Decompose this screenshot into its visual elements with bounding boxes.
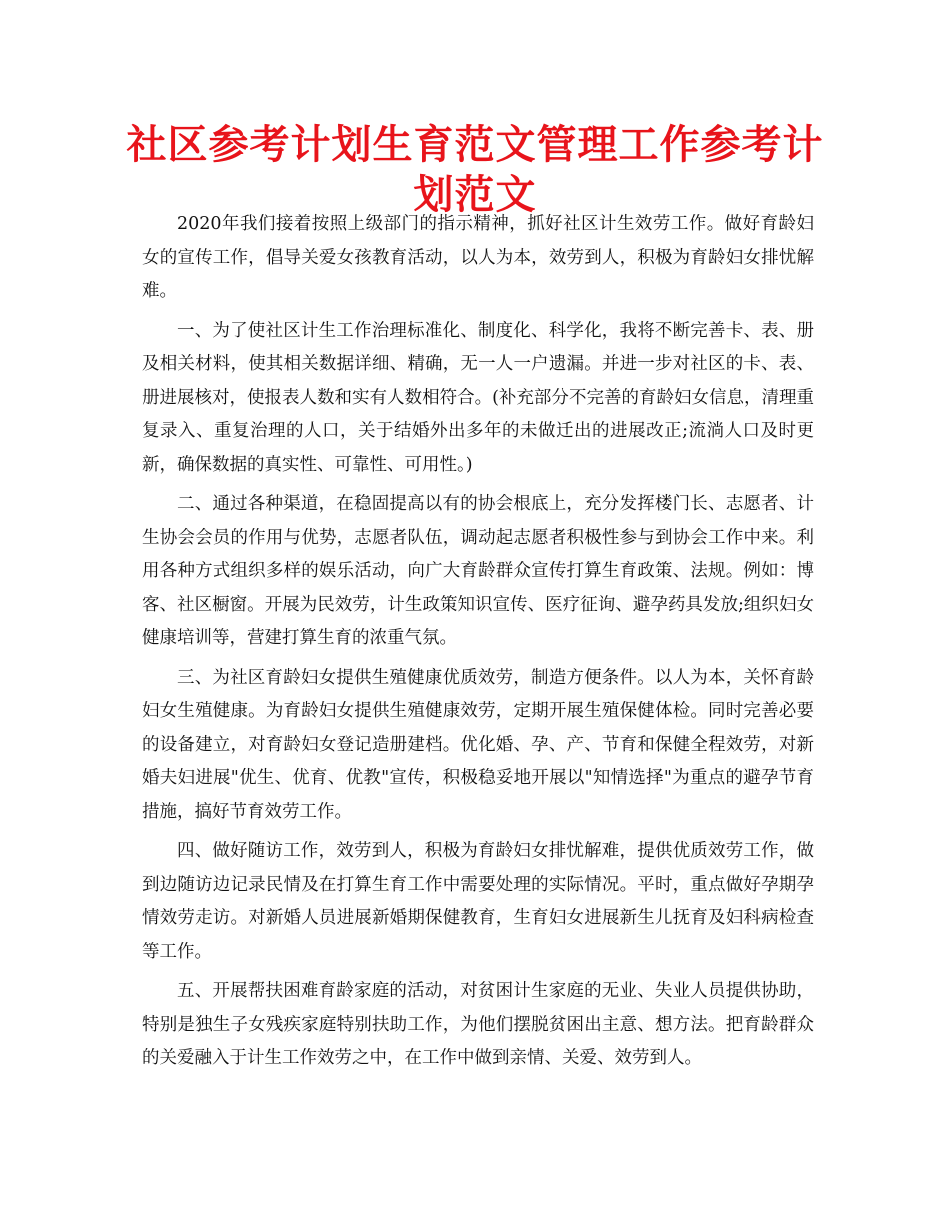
paragraph-item-4: 四、做好随访工作，效劳到人，积极为育龄妇女排忧解难，提供优质效劳工作，做到边随访边记录民情及在打算生育工作中需要处理的实际情况。平时，重点做好孕期孕情效劳走访。对新婚人员进展新婚期保健教育，生育妇女进展新生儿抚育及妇科病检查等工作。 xyxy=(142,841,814,962)
paragraph-item-2: 二、通过各种渠道，在稳固提高以有的协会根底上，充分发挥楼门长、志愿者、计生协会会员的作用与优势，志愿者队伍，调动起志愿者积极性参与到协会工作中来。利用各种方式组织多样的娱乐活动，向广大育龄群众宣传打算生育政策、法规。例如：博客、社区橱窗。开展为民效劳，计生政策知识宣传、医疗征询、避孕药具发放;组织妇女健康培训等，营建打算生育的浓重气氛。 xyxy=(142,494,814,648)
document-title: 社区参考计划生育范文管理工作参考计划范文 xyxy=(126,122,824,218)
paragraph-item-3: 三、为社区育龄妇女提供生殖健康优质效劳，制造方便条件。以人为本，关怀育龄妇女生殖健康。为育龄妇女提供生殖健康效劳，定期开展生殖保健体检。同时完善必要的设备建立，对育龄妇女登记造册建档。优化婚、孕、产、节育和保健全程效劳，对新婚夫妇进展"优生、优育、优教"宣传，积极稳妥地开展以"知情选择"为重点的避孕节育措施，搞好节育效劳工作。 xyxy=(142,667,814,822)
paragraph-intro: 2020年我们接着按照上级部门的指示精神，抓好社区计生效劳工作。做好育龄妇女的宣传工作，倡导关爱女孩教育活动，以人为本，效劳到人，积极为育龄妇女排忧解难。 xyxy=(142,214,814,301)
paragraph-item-5: 五、开展帮扶困难育龄家庭的活动，对贫困计生家庭的无业、失业人员提供协助，特别是独生子女残疾家庭特别扶助工作，为他们摆脱贫困出主意、想方法。把育龄群众的关爱融入于计生工作效劳之中，在工作中做到亲情、关爱、效劳到人。 xyxy=(142,981,814,1068)
paragraph-item-1: 一、为了使社区计生工作治理标准化、制度化、科学化，我将不断完善卡、表、册及相关材料，使其相关数据详细、精确，无一人一户遗漏。并进一步对社区的卡、表、册进展核对，使报表人数和实有人数相符合。(补充部分不完善的育龄妇女信息，清理重复录入、重复治理的人口，关于结婚外出多年的未做迁出的进展改正;流淌人口及时更新，确保数据的真实性、可靠性、可用性。) xyxy=(142,320,814,475)
document-body xyxy=(142,208,814,1082)
